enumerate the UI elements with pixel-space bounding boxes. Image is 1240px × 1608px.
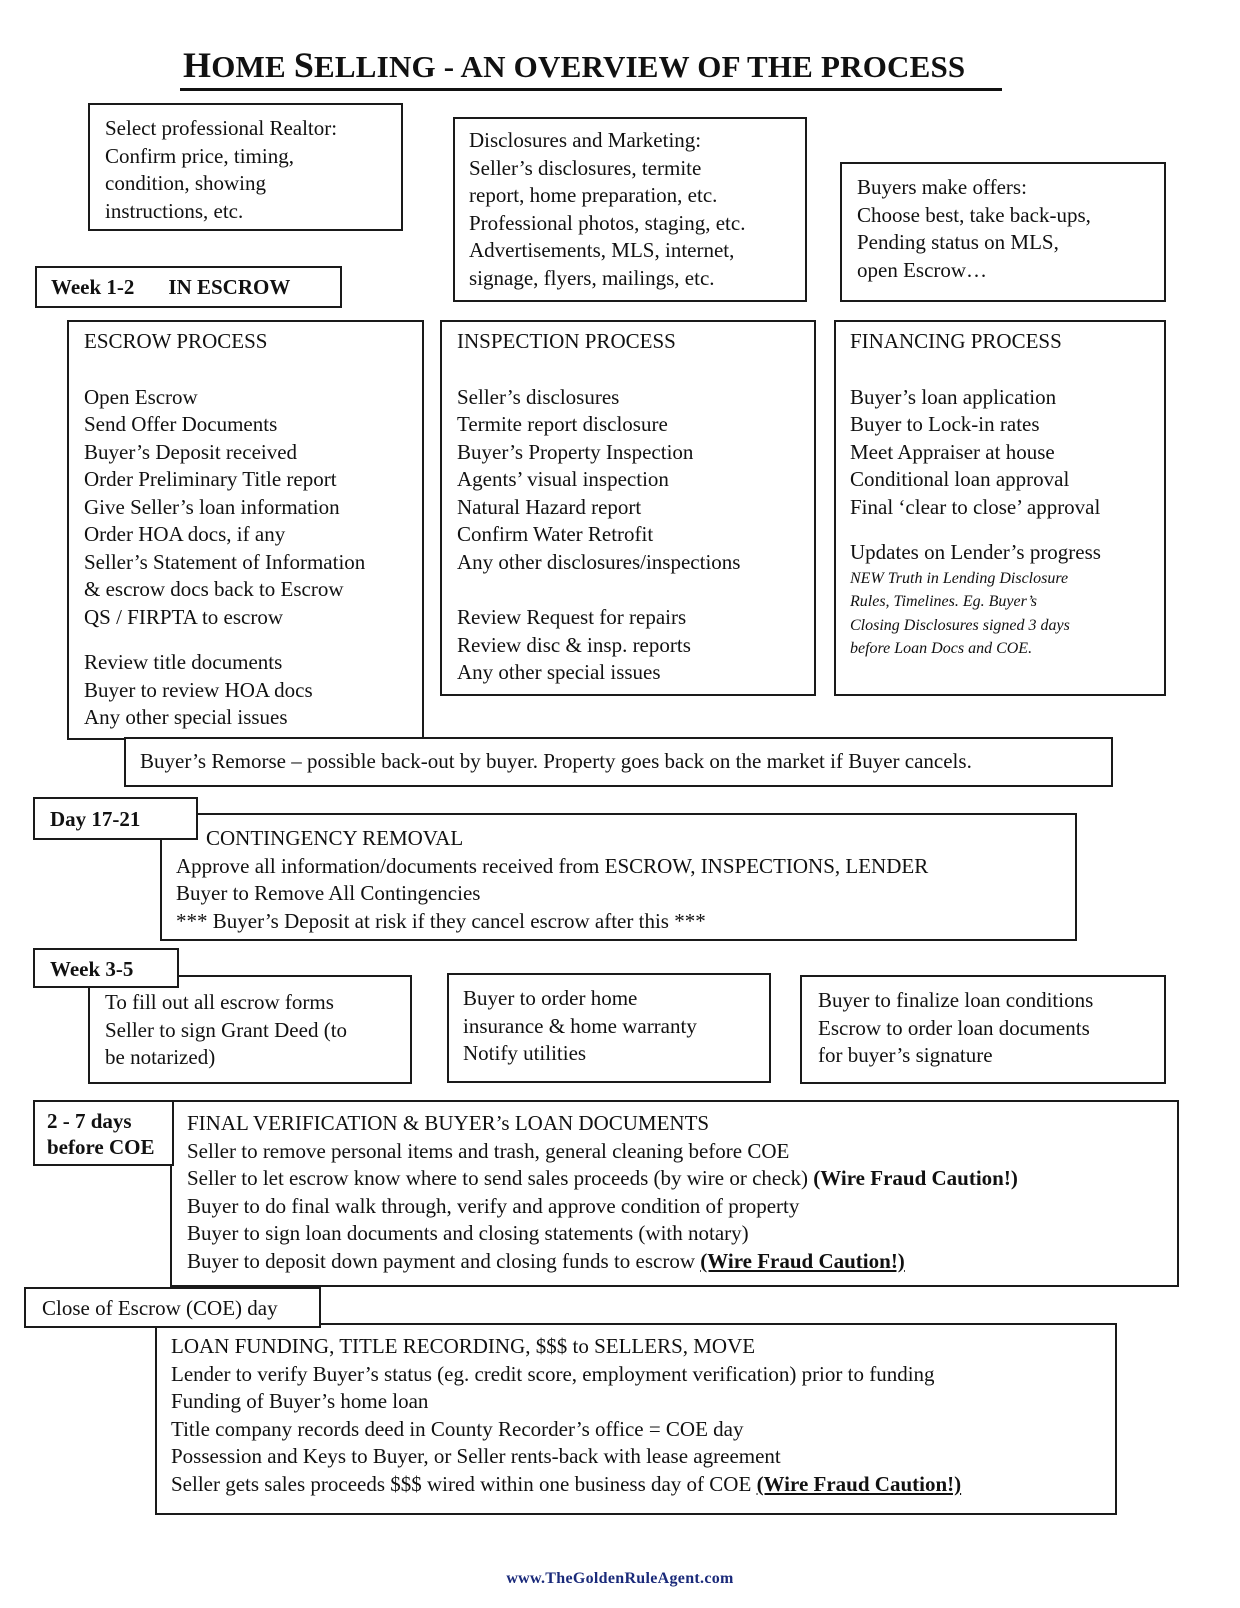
coe-day-tag: [24, 1287, 321, 1328]
financing-heading: FINANCING PROCESS: [850, 329, 1062, 353]
tag-sub-label: IN ESCROW: [168, 275, 291, 299]
footer-website-link[interactable]: www.TheGoldenRuleAgent.com: [506, 1570, 734, 1587]
note-line: before Loan Docs and COE.: [850, 640, 1033, 657]
coe-line: Possession and Keys to Buyer, or Seller rents-back with lease agreement: [171, 1444, 781, 1468]
escrow-item: Send Offer Documents: [84, 412, 278, 436]
day-17-21-tag: [33, 797, 198, 840]
escrow-item: Give Seller’s loan information: [84, 494, 340, 519]
tag-label: Close of Escrow (COE) day: [42, 1296, 278, 1320]
title-cap-h: H: [183, 45, 212, 85]
final-verification-box: [170, 1100, 1179, 1287]
escrow-item: QS / FIRPTA to escrow: [84, 604, 283, 629]
tag-label: before COE: [47, 1135, 155, 1159]
title-text-ome: OME: [211, 49, 294, 84]
tag-label: 2 - 7 days: [47, 1109, 132, 1133]
financing-item: Meet Appraiser at house: [850, 439, 1055, 464]
box-line: Choose best, take back-ups,: [857, 202, 1091, 227]
inspection-item: Natural Hazard report: [457, 494, 642, 519]
spacer: [457, 576, 814, 604]
inspection-item: Confirm Water Retrofit: [457, 522, 654, 546]
financing-item: Conditional loan approval: [850, 467, 1070, 491]
inspection-item: Review disc & insp. reports: [457, 632, 691, 657]
inspection-item: Termite report disclosure: [457, 412, 668, 436]
inspection-item: Any other special issues: [457, 660, 661, 684]
escrow-item: Buyer to review HOA docs: [84, 677, 313, 702]
coe-line-text: Seller gets sales proceeds $$$ wired within one business day of COE: [171, 1471, 757, 1496]
disclosures-marketing-box: [453, 117, 807, 302]
escrow-forms-box: [88, 975, 412, 1084]
page-title: [183, 44, 1003, 94]
coe-line: Lender to verify Buyer’s status (eg. credit score, employment verification) prior to funding: [171, 1361, 935, 1386]
final-line-text: Buyer to deposit down payment and closing funds to escrow: [187, 1248, 701, 1273]
inspection-item: Agents’ visual inspection: [457, 467, 669, 491]
coe-line: Title company records deed in County Recorder’s office = COE day: [171, 1416, 744, 1441]
box-line: Escrow to order loan documents: [818, 1015, 1090, 1040]
box-line: for buyer’s signature: [818, 1043, 993, 1067]
buyers-remorse-box: [124, 737, 1113, 787]
tila-note: [850, 567, 1164, 661]
box-line: Seller to sign Grant Deed (to: [105, 1017, 348, 1042]
home-insurance-box: [447, 973, 771, 1083]
escrow-item: Review title documents: [84, 650, 283, 674]
final-line: Buyer to do final walk through, verify and approve condition of property: [187, 1193, 800, 1218]
select-realtor-box: [88, 103, 403, 231]
box-line: Disclosures and Marketing:: [469, 128, 702, 152]
escrow-item: Any other special issues: [84, 705, 288, 729]
wire-fraud-caution: (Wire Fraud Caution!): [756, 1471, 962, 1496]
tag-label: Week 3-5: [50, 957, 134, 981]
box-line: Advertisements, MLS, internet,: [469, 238, 735, 262]
box-line: signage, flyers, mailings, etc.: [469, 265, 715, 290]
final-line: [187, 1165, 1177, 1193]
box-line: condition, showing: [105, 171, 266, 195]
box-line: To fill out all escrow forms: [105, 990, 334, 1014]
financing-item: Buyer to Lock-in rates: [850, 412, 1040, 436]
box-line: insurance & home warranty: [463, 1013, 697, 1038]
title-text-elling: ELLING: [314, 49, 436, 84]
inspection-item: Seller’s disclosures: [457, 384, 620, 409]
wire-fraud-caution: (Wire Fraud Caution!): [700, 1248, 905, 1273]
escrow-item: Order HOA docs, if any: [84, 522, 286, 546]
title-cap-s: S: [293, 45, 315, 85]
contingency-heading: CONTINGENCY REMOVAL: [206, 826, 464, 850]
financing-item: Final ‘clear to close’ approval: [850, 494, 1101, 519]
title-text-rest: - AN OVERVIEW OF THE PROCESS: [435, 49, 966, 84]
financing-process-box: [834, 320, 1166, 696]
tag-label: Day 17-21: [50, 807, 141, 831]
lender-updates: Updates on Lender’s progress: [850, 540, 1101, 564]
inspection-item: Review Request for repairs: [457, 605, 687, 629]
box-line: report, home preparation, etc.: [469, 183, 718, 207]
coe-box: [155, 1323, 1117, 1515]
final-line: Seller to remove personal items and trash, general cleaning before COE: [187, 1138, 790, 1163]
box-line: be notarized): [105, 1045, 216, 1069]
final-line: [187, 1248, 1177, 1276]
inspection-heading: INSPECTION PROCESS: [457, 329, 676, 353]
note-line: NEW Truth in Lending Disclosure: [850, 569, 1069, 587]
contingency-line: Approve all information/documents received from ESCROW, INSPECTIONS, LENDER: [176, 853, 929, 878]
box-line: Seller’s disclosures, termite: [469, 155, 702, 180]
escrow-item: & escrow docs back to Escrow: [84, 577, 344, 601]
box-line: Buyer to order home: [463, 986, 638, 1010]
coe-heading: LOAN FUNDING, TITLE RECORDING, $$$ to SELLERS, MOVE: [171, 1334, 756, 1358]
financing-item: Buyer’s loan application: [850, 384, 1057, 409]
week-1-2-tag: [35, 266, 342, 308]
note-line: Closing Disclosures signed 3 days: [850, 616, 1070, 634]
escrow-item: Seller’s Statement of Information: [84, 549, 366, 574]
box-line: Professional photos, staging, etc.: [469, 210, 746, 235]
escrow-item: Order Preliminary Title report: [84, 467, 337, 491]
escrow-process-box: [67, 320, 424, 740]
contingency-removal-box: [160, 813, 1077, 941]
title-underline: [180, 88, 1002, 91]
spacer: [84, 631, 422, 649]
box-line: Notify utilities: [463, 1041, 587, 1065]
inspection-process-box: [440, 320, 816, 696]
box-line: Confirm price, timing,: [105, 143, 294, 168]
inspection-item: Buyer’s Property Inspection: [457, 439, 694, 464]
box-line: Pending status on MLS,: [857, 230, 1059, 254]
note-line: Rules, Timelines. Eg. Buyer’s: [850, 593, 1037, 610]
box-line: Buyer to finalize loan conditions: [818, 988, 1094, 1012]
days-before-coe-tag: [33, 1100, 174, 1166]
buyers-offers-box: [840, 162, 1166, 302]
wire-fraud-caution: (Wire Fraud Caution!): [813, 1166, 1018, 1190]
final-line-text: Seller to let escrow know where to send sales proceeds (by wire or check): [187, 1166, 814, 1190]
final-line: Buyer to sign loan documents and closing statements (with notary): [187, 1221, 749, 1245]
inspection-item: Any other disclosures/inspections: [457, 549, 741, 574]
escrow-item: Open Escrow: [84, 384, 198, 409]
box-line: Buyers make offers:: [857, 175, 1027, 199]
escrow-item: Buyer’s Deposit received: [84, 439, 298, 464]
box-line: open Escrow…: [857, 257, 988, 282]
week-3-5-tag: [33, 948, 179, 988]
tag-label: Week 1-2: [51, 275, 135, 299]
escrow-heading: ESCROW PROCESS: [84, 329, 268, 353]
coe-line: Funding of Buyer’s home loan: [171, 1389, 429, 1413]
box-line: Select professional Realtor:: [105, 116, 338, 140]
coe-line: [171, 1471, 1115, 1499]
finalize-loan-box: [800, 975, 1166, 1084]
box-line: instructions, etc.: [105, 198, 244, 223]
contingency-line: Buyer to Remove All Contingencies: [176, 881, 481, 905]
final-heading: FINAL VERIFICATION & BUYER’s LOAN DOCUMENTS: [187, 1111, 710, 1135]
spacer: [850, 521, 1164, 539]
contingency-line: *** Buyer’s Deposit at risk if they cancel escrow after this ***: [176, 908, 706, 933]
remorse-text: Buyer’s Remorse – possible back-out by buyer. Property goes back on the market if Buyer cancels.: [140, 749, 972, 773]
